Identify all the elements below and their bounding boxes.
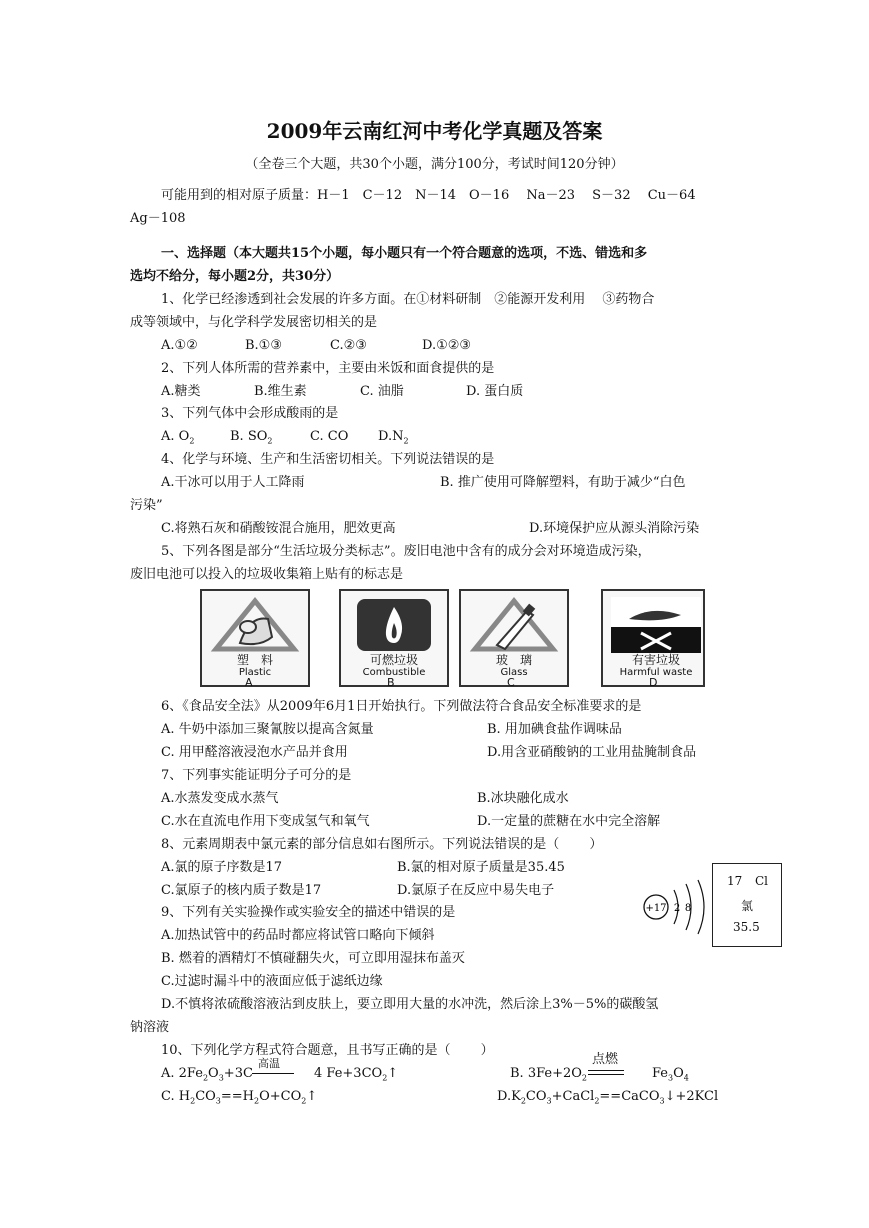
- sign-label-en: Glass: [500, 667, 528, 678]
- reaction-line: [588, 1074, 624, 1075]
- chlorine-atom-diagram: [640, 876, 710, 938]
- q4-option-d: D.环境保护应从源头消除污染: [529, 521, 700, 536]
- q10-option-a-product: 4 $Fe+3CO_2↑$: [314, 1066, 399, 1083]
- question-4: 4、化学与环境、生产和生活密切相关。下列说法错误的是: [161, 452, 495, 467]
- q1-option-c: C.②③: [330, 338, 367, 353]
- section-heading-2: 选均不给分，每小题2分，共30分）: [130, 269, 340, 284]
- question-10: 10、下列化学方程式符合题意，且书写正确的是（ ）: [161, 1043, 494, 1058]
- q8-option-c: C.氯原子的核内质子数是17: [161, 883, 322, 898]
- q1-option-d: D.①②③: [422, 338, 472, 353]
- q3-option-a: A. $O_2$: [161, 429, 195, 446]
- q4-option-a: A.干冰可以用于人工降雨: [161, 475, 305, 490]
- q10-option-b-product: $Fe_3O_4$: [652, 1066, 689, 1083]
- q10-option-c: C. $H_2CO_3==H_2O+CO_2↑$: [161, 1089, 318, 1106]
- q8-option-d: D.氯原子在反应中易失电子: [397, 883, 555, 898]
- sign-label-en: Combustible: [362, 667, 426, 678]
- q6-option-d: D.用含亚硝酸钠的工业用盐腌制食品: [487, 745, 697, 760]
- combustible-sign: [339, 589, 449, 687]
- question-8: 8、元素周期表中氯元素的部分信息如右图所示。下列说法错误的是（ ）: [161, 837, 603, 852]
- section-heading: 一、选择题（本大题共15个小题，每小题只有一个符合题意的选项，不选、错选和多: [161, 246, 648, 261]
- page-title: 2009年云南红河中考化学真题及答案: [266, 119, 603, 143]
- reaction-line: [252, 1073, 294, 1074]
- periodic-table-cell: [712, 863, 782, 947]
- question-7: 7、下列事实能证明分子可分的是: [161, 768, 352, 783]
- q9-option-a: A.加热试管中的药品时都应将试管口略向下倾斜: [161, 928, 435, 943]
- q3-option-c: C. CO: [310, 429, 349, 444]
- q3-option-b: B. $SO_2$: [230, 429, 273, 446]
- atomic-number: 17: [727, 874, 743, 888]
- recycle-glass-icon: [469, 597, 559, 653]
- q7-option-b: B.冰块融化成水: [477, 791, 569, 806]
- harmful-waste-icon: [611, 597, 701, 653]
- sign-label-en: Plastic: [238, 667, 272, 678]
- question-3: 3、下列气体中会形成酸雨的是: [161, 406, 339, 421]
- q10-option-d: $D.K_2CO_3+CaCl_2==CaCO_3↓+2KCl$: [497, 1089, 719, 1106]
- exam-info: （全卷三个大题，共30个小题，满分100分，考试时间120分钟）: [245, 157, 624, 172]
- q8-option-a: A.氯的原子序数是17: [161, 860, 283, 875]
- q7-option-c: C.水在直流电作用下变成氢气和氧气: [161, 814, 370, 829]
- q6-option-b: B. 用加碘食盐作调味品: [487, 722, 622, 737]
- sign-letter-c: C: [507, 676, 515, 689]
- sign-letter-d: D: [649, 676, 658, 689]
- q2-option-a: A.糖类: [161, 384, 201, 399]
- q9-option-c: C.过滤时漏斗中的液面应低于滤纸边缘: [161, 974, 383, 989]
- q10-option-b: B. $3Fe+2O_2$: [510, 1066, 588, 1083]
- atomic-mass: 35.5: [733, 920, 760, 934]
- element-name: 氯: [741, 899, 754, 913]
- sign-label-cn: 塑 料: [236, 653, 273, 667]
- atomic-mass-line: 可能用到的相对原子质量：H－1 C－12 N－14 O－16 Na－23 S－32 Cu－64: [161, 188, 696, 203]
- q6-option-c: C. 用甲醛溶液浸泡水产品并食用: [161, 745, 348, 760]
- question-2: 2、下列人体所需的营养素中，主要由米饭和面食提供的是: [161, 361, 495, 376]
- q2-option-d: D. 蛋白质: [466, 384, 524, 399]
- condition-high-temp: 高温: [258, 1057, 280, 1070]
- q6-option-a: A. 牛奶中添加三聚氰胺以提高含氮量: [161, 722, 374, 737]
- q3-option-d: $D.N_2$: [378, 429, 409, 446]
- sign-label-cn: 有害垃圾: [631, 653, 680, 667]
- flame-icon: [349, 597, 439, 653]
- question-6: 6、《食品安全法》从2009年6月1日开始执行。下列做法符合食品安全标准要求的是: [161, 699, 642, 714]
- question-1: 1、化学已经渗透到社会发展的许多方面。在①材料研制 ②能源开发利用 ③药物合: [161, 292, 655, 307]
- nucleus-charge: +17: [645, 903, 667, 914]
- reaction-line: [588, 1070, 624, 1071]
- q7-option-d: D.一定量的蔗糖在水中完全溶解: [477, 814, 661, 829]
- q9-option-b: B. 燃着的酒精灯不慎碰翻失火，可立即用湿抹布盖灭: [161, 951, 465, 966]
- q2-option-b: B.维生素: [254, 384, 307, 399]
- q7-option-a: A.水蒸发变成水蒸气: [161, 791, 279, 806]
- sign-label-cn: 玻 璃: [495, 653, 532, 667]
- question-5-cont: 废旧电池可以投入的垃圾收集箱上贴有的标志是: [130, 567, 404, 582]
- shell-2-electrons: 8: [684, 903, 692, 914]
- garbage-sign-figure: [200, 589, 705, 691]
- recycle-plastic-icon: [210, 597, 300, 653]
- sign-letter-b: B: [387, 676, 395, 689]
- question-5: 5、下列各图是部分“生活垃圾分类标志”。废旧电池中含有的成分会对环境造成污染，: [161, 544, 651, 559]
- q8-option-b: B.氯的相对原子质量是35.45: [397, 860, 565, 875]
- sign-label-cn: 可燃垃圾: [369, 653, 418, 667]
- q10-option-a: A. $2Fe_2O_3+3C$: [161, 1066, 253, 1083]
- q4-option-c: C.将熟石灰和硝酸铵混合施用，肥效更高: [161, 521, 396, 536]
- question-1-cont: 成等领域中，与化学科学发展密切相关的是: [130, 315, 378, 330]
- q1-option-a: A.①②: [161, 338, 198, 353]
- question-9: 9、下列有关实验操作或实验安全的描述中错误的是: [161, 905, 456, 920]
- glass-sign: [459, 589, 569, 687]
- element-symbol: Cl: [755, 874, 769, 888]
- harmful-waste-sign: [601, 589, 705, 687]
- q9-option-d-cont: 钠溶液: [130, 1020, 170, 1035]
- q9-option-d: D.不慎将浓硫酸溶液沾到皮肤上，要立即用大量的水冲洗，然后涂上3%－5%的碳酸氢: [161, 997, 659, 1012]
- sign-label-en: Harmful waste: [619, 667, 693, 678]
- q2-option-c: C. 油脂: [360, 384, 404, 399]
- sign-letter-a: A: [245, 676, 253, 689]
- plastic-sign: [200, 589, 310, 687]
- q4-option-b: B. 推广使用可降解塑料，有助于减少“白色: [440, 475, 686, 490]
- q4-option-b-cont: 污染”: [130, 498, 163, 513]
- q1-option-b: B.①③: [245, 338, 282, 353]
- shell-1-electrons: 2: [673, 903, 681, 914]
- atomic-mass-line-2: Ag－108: [130, 211, 186, 226]
- condition-ignite: 点燃: [592, 1052, 619, 1067]
